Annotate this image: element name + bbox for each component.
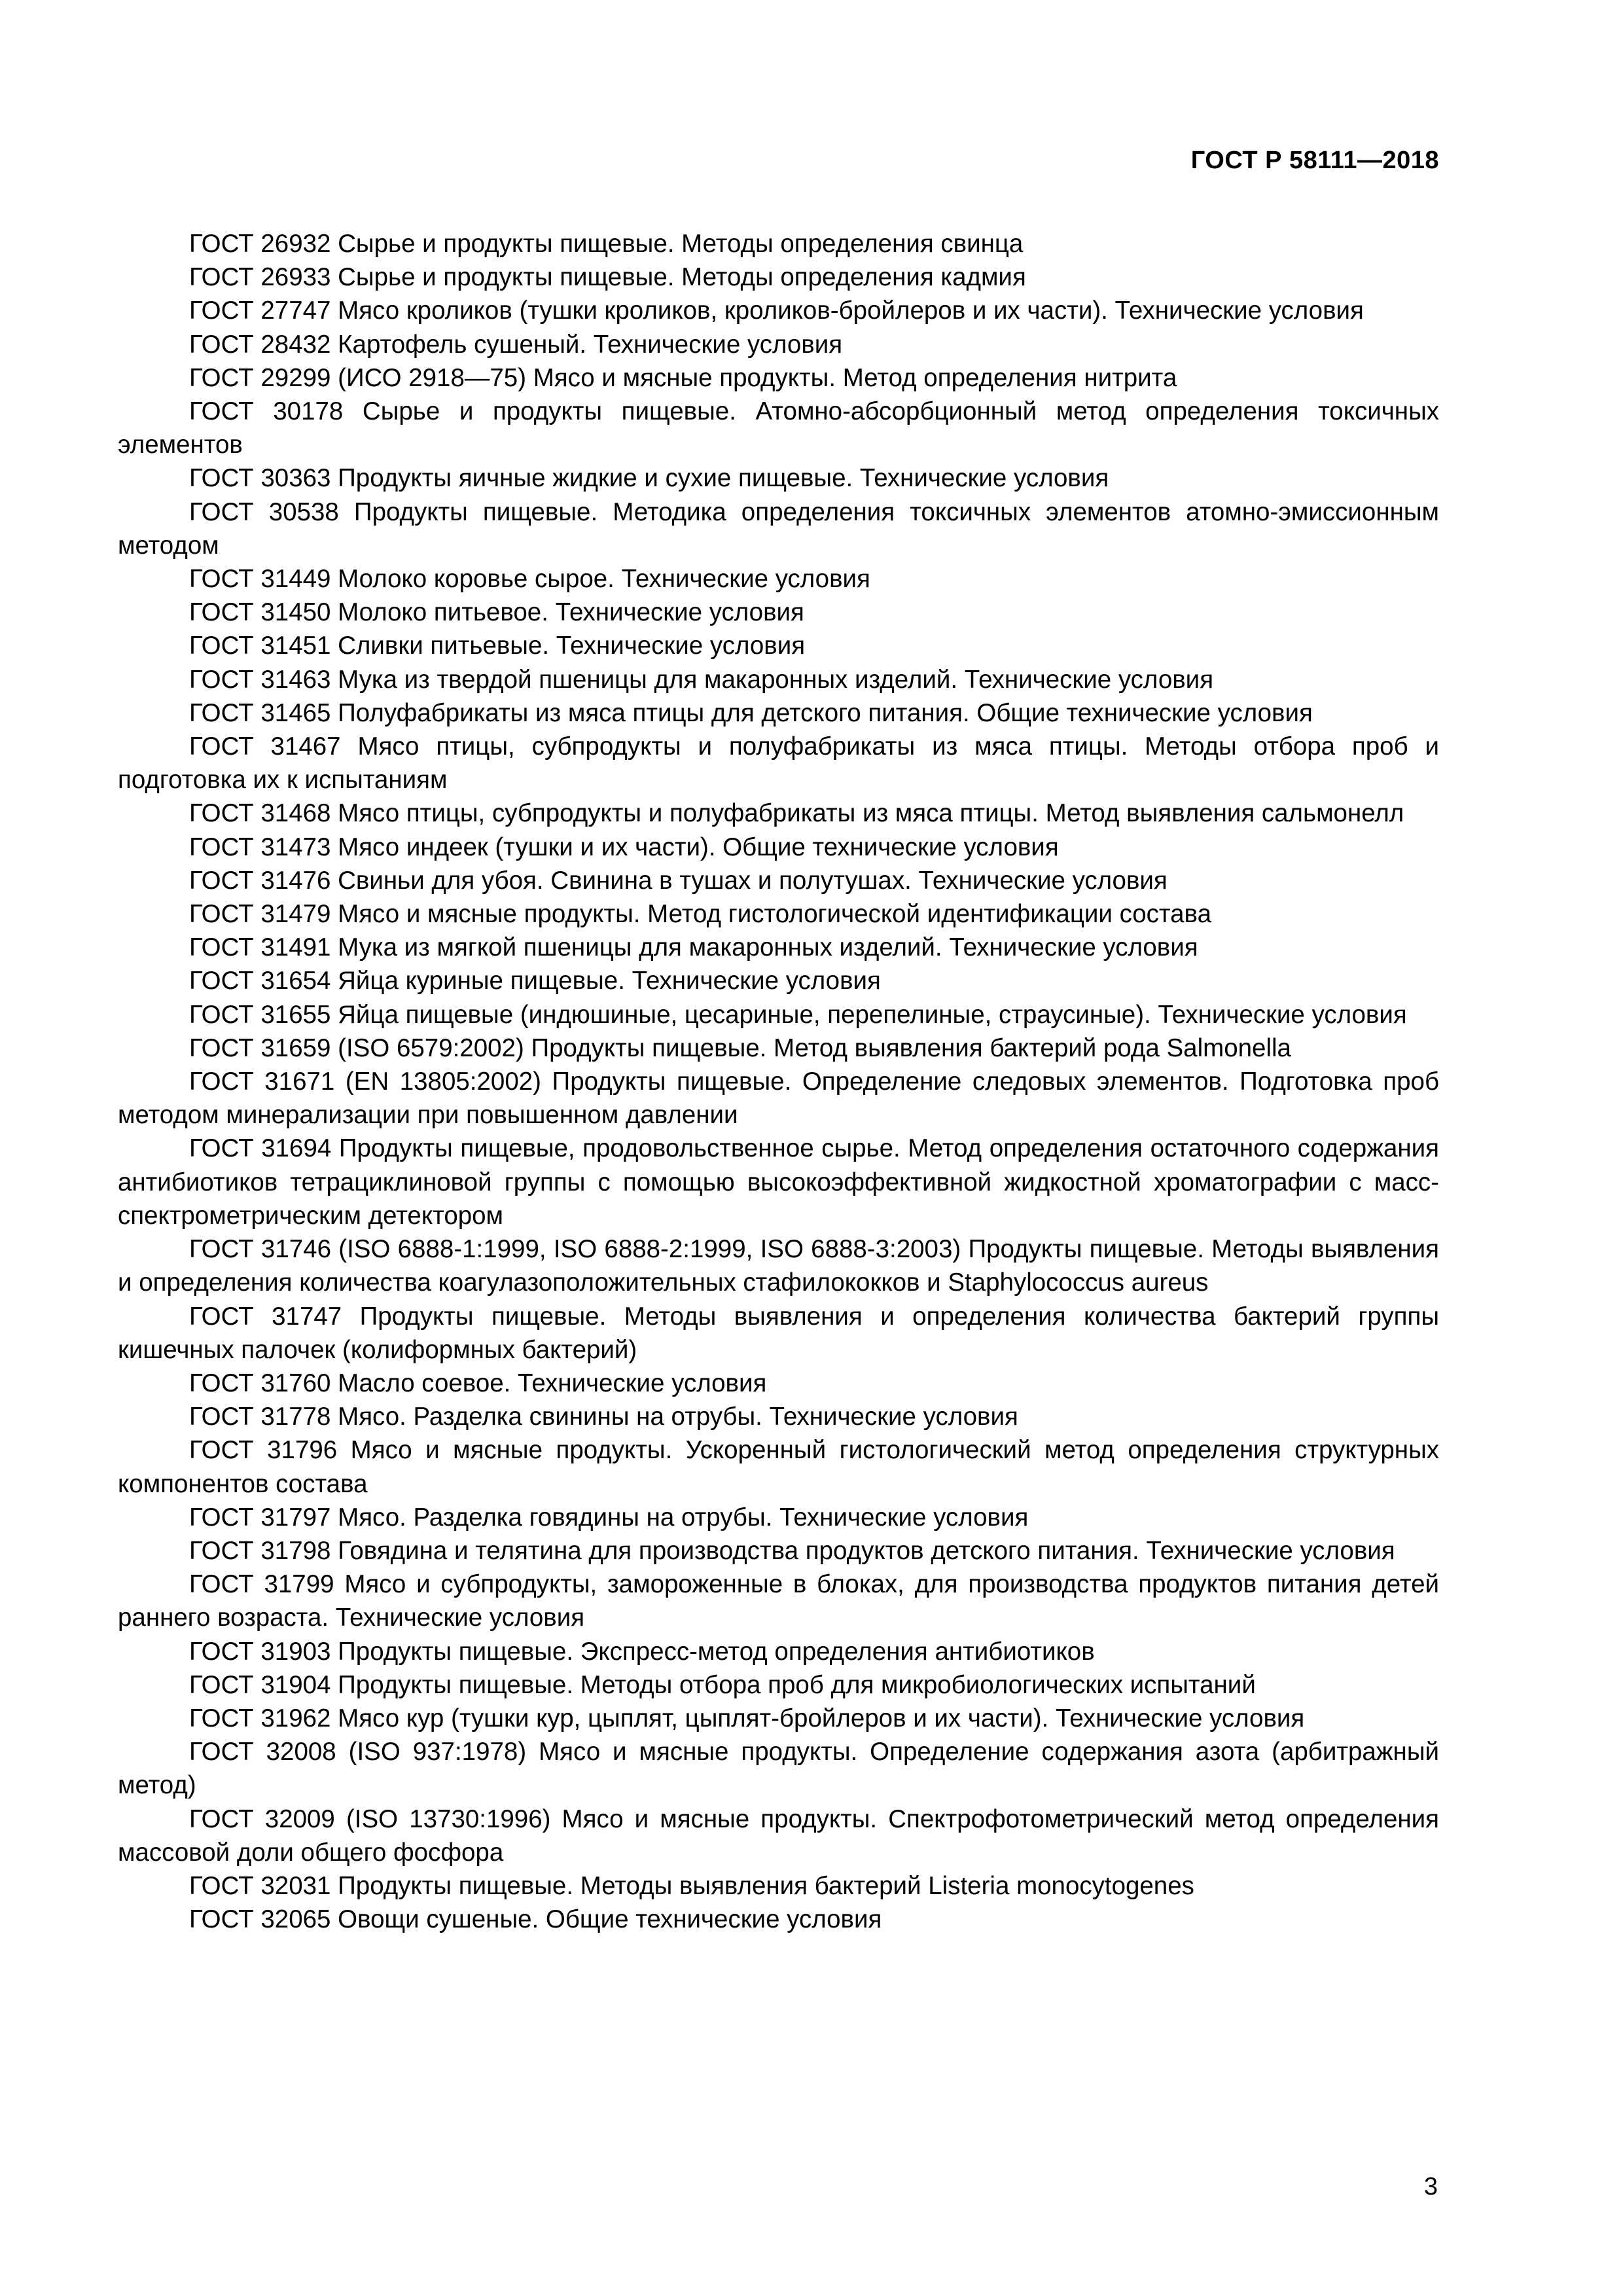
reference-entry: ГОСТ 32008 (ISO 937:1978) Мясо и мясные продукты. Определение содержания азота (арбитражный метод) (118, 1738, 1439, 1800)
reference-entry: ГОСТ 31451 Сливки питьевые. Технические условия (189, 632, 806, 660)
reference-entry: ГОСТ 31476 Свиньи для убоя. Свинина в тушах и полутушах. Технические условия (189, 866, 1168, 895)
reference-entry: ГОСТ 31468 Мясо птицы, субпродукты и полуфабрикаты из мяса птицы. Метод выявления сальмонелл (189, 799, 1404, 828)
reference-entry: ГОСТ 31473 Мясо индеек (тушки и их части). Общие технические условия (189, 833, 1059, 861)
normative-references-list (118, 227, 1439, 1936)
reference-entry: ГОСТ 31904 Продукты пищевые. Методы отбора проб для микробиологических испытаний (189, 1670, 1256, 1699)
reference-entry: ГОСТ 31796 Мясо и мясные продукты. Ускоренный гистологический метод определения структурных компонентов состава (118, 1436, 1439, 1498)
reference-entry: ГОСТ 31797 Мясо. Разделка говядины на отрубы. Технические условия (189, 1503, 1029, 1532)
reference-entry: ГОСТ 31694 Продукты пищевые, продовольственное сырье. Метод определения остаточного содержания антибиотиков тетрациклиновой группы с помощью высокоэффективной жидкостной хроматографии с масс-спектрометрическим детектором (118, 1134, 1439, 1230)
reference-entry: ГОСТ 31491 Мука из мягкой пшеницы для макаронных изделий. Технические условия (189, 933, 1198, 962)
reference-entry: ГОСТ 32009 (ISO 13730:1996) Мясо и мясные продукты. Спектрофотометрический метод определения массовой доли общего фосфора (118, 1804, 1439, 1867)
reference-entry: ГОСТ 31798 Говядина и телятина для производства продуктов детского питания. Технические условия (189, 1536, 1395, 1565)
reference-entry: ГОСТ 31450 Молоко питьевое. Технические условия (189, 598, 804, 627)
reference-entry: ГОСТ 30363 Продукты яичные жидкие и сухие пищевые. Технические условия (189, 464, 1109, 493)
reference-entry: ГОСТ 31799 Мясо и субпродукты, замороженные в блоках, для производства продуктов питания детей раннего возраста. Технические условия (118, 1570, 1439, 1632)
reference-entry: ГОСТ 31463 Мука из твердой пшеницы для макаронных изделий. Технические условия (189, 665, 1214, 694)
reference-entry: ГОСТ 31659 (ISO 6579:2002) Продукты пищевые. Метод выявления бактерий рода Salmonella (189, 1033, 1291, 1062)
reference-entry: ГОСТ 32031 Продукты пищевые. Методы выявления бактерий Listeria monocytogenes (189, 1871, 1194, 1900)
reference-entry: ГОСТ 31655 Яйца пищевые (индюшиные, цесариные, перепелиные, страусиные). Технические условия (189, 1000, 1407, 1029)
document-header-standard-id: ГОСТ Р 58111—2018 (1190, 147, 1439, 174)
page-number: 3 (1423, 2173, 1438, 2200)
reference-entry: ГОСТ 29299 (ИСО 2918—75) Мясо и мясные продукты. Метод определения нитрита (189, 363, 1177, 392)
reference-entry: ГОСТ 28432 Картофель сушеный. Технические условия (189, 330, 843, 359)
reference-entry: ГОСТ 31747 Продукты пищевые. Методы выявления и определения количества бактерий группы кишечных палочек (колиформных бактерий) (118, 1302, 1439, 1364)
reference-entry: ГОСТ 30178 Сырье и продукты пищевые. Атомно-абсорбционный метод определения токсичных элементов (118, 397, 1439, 459)
reference-entry: ГОСТ 31962 Мясо кур (тушки кур, цыплят, цыплят-бройлеров и их части). Технические условия (189, 1704, 1305, 1732)
reference-entry: ГОСТ 31778 Мясо. Разделка свинины на отрубы. Технические условия (189, 1403, 1018, 1431)
reference-entry: ГОСТ 31467 Мясо птицы, субпродукты и полуфабрикаты из мяса птицы. Методы отбора проб и подготовка их к испытаниям (118, 732, 1439, 795)
reference-entry: ГОСТ 31671 (EN 13805:2002) Продукты пищевые. Определение следовых элементов. Подготовка проб методом минерализации при повышенном давлении (118, 1067, 1439, 1130)
reference-entry: ГОСТ 32065 Овощи сушеные. Общие технические условия (189, 1905, 882, 1934)
reference-entry: ГОСТ 31479 Мясо и мясные продукты. Метод гистологической идентификации состава (189, 900, 1211, 929)
reference-entry: ГОСТ 26932 Сырье и продукты пищевые. Методы определения свинца (189, 230, 1024, 258)
reference-entry: ГОСТ 27747 Мясо кроликов (тушки кроликов, кроликов-бройлеров и их части). Технические условия (189, 296, 1364, 325)
reference-entry: ГОСТ 31449 Молоко коровье сырое. Технические условия (189, 565, 870, 594)
reference-entry: ГОСТ 30538 Продукты пищевые. Методика определения токсичных элементов атомно-эмиссионным методом (118, 497, 1439, 560)
reference-entry: ГОСТ 26933 Сырье и продукты пищевые. Методы определения кадмия (189, 263, 1026, 292)
reference-entry: ГОСТ 31465 Полуфабрикаты из мяса птицы для детского питания. Общие технические условия (189, 698, 1313, 727)
reference-entry: ГОСТ 31903 Продукты пищевые. Экспресс-метод определения антибиотиков (189, 1637, 1095, 1666)
reference-entry: ГОСТ 31746 (ISO 6888-1:1999, ISO 6888-2:1999, ISO 6888-3:2003) Продукты пищевые. Методы выявления и определения количества коагулазоположительных стафилококков и Staphylococcus aureus (118, 1235, 1439, 1297)
reference-entry: ГОСТ 31760 Масло соевое. Технические условия (189, 1369, 767, 1397)
reference-entry: ГОСТ 31654 Яйца куриные пищевые. Технические условия (189, 967, 881, 996)
